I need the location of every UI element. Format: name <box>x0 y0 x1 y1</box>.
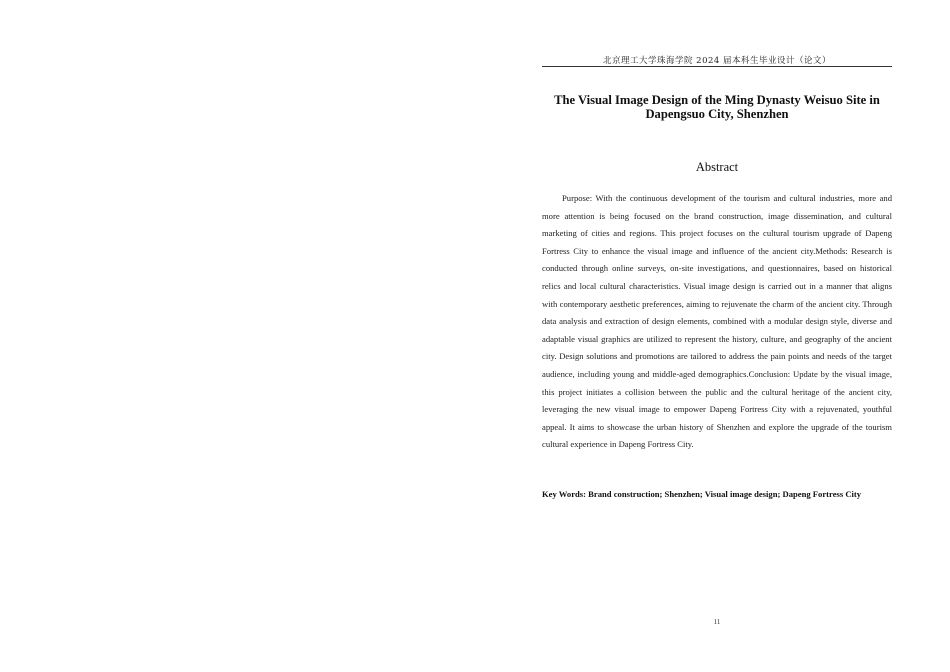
keywords: Key Words: Brand construction; Shenzhen; Visual image design; Dapeng Fortress City <box>542 489 862 499</box>
page-number: 11 <box>713 618 721 626</box>
abstract-body: Purpose: With the continuous development of the tourism and cultural industries, more and more attention is being focused on the brand construction, image dissemination, and cultural marketing of cities and regions. This project focuses on the cultural tourism upgrade of Dapeng Fortress City to enhance the visual image and influence of the ancient city.Methods: Research is conducted through online surveys, on-site investigations, and questionnaires, based on historical relics and local cultural characteristics. Visual image design is carried out in a manner that aligns with contemporary aesthetic preferences, aiming to rejuvenate the charm of the ancient city. Through data analysis and extraction of design elements, combined with a modular design style, diverse and adaptable visual graphics are utilized to represent the history, culture, and geography of the ancient city. Design solutions and promotions are tailored to address the pain points and needs of the target audience, including young and middle-aged demographics.Conclusion: Update by the visual image, this project initiates a collision between the public and the cultural heritage of the ancient city, leveraging the new visual image to empower Dapeng Fortress City with a rejuvenated, youthful appeal. It aims to showcase the urban history of Shenzhen and explore the upgrade of the tourism cultural experience in Dapeng Fortress City. <box>542 193 892 450</box>
abstract-heading: Abstract <box>695 160 739 174</box>
paper-title-line-1: The Visual Image Design of the Ming Dynasty Weisuo Site in <box>554 93 880 107</box>
paper-title-line-2: Dapengsuo City, Shenzhen <box>645 107 789 121</box>
paper-title <box>542 93 892 121</box>
page-header: 北京理工大学珠海学院 2024 届本科生毕业设计（论文） <box>602 56 832 66</box>
header-rule <box>542 66 892 67</box>
